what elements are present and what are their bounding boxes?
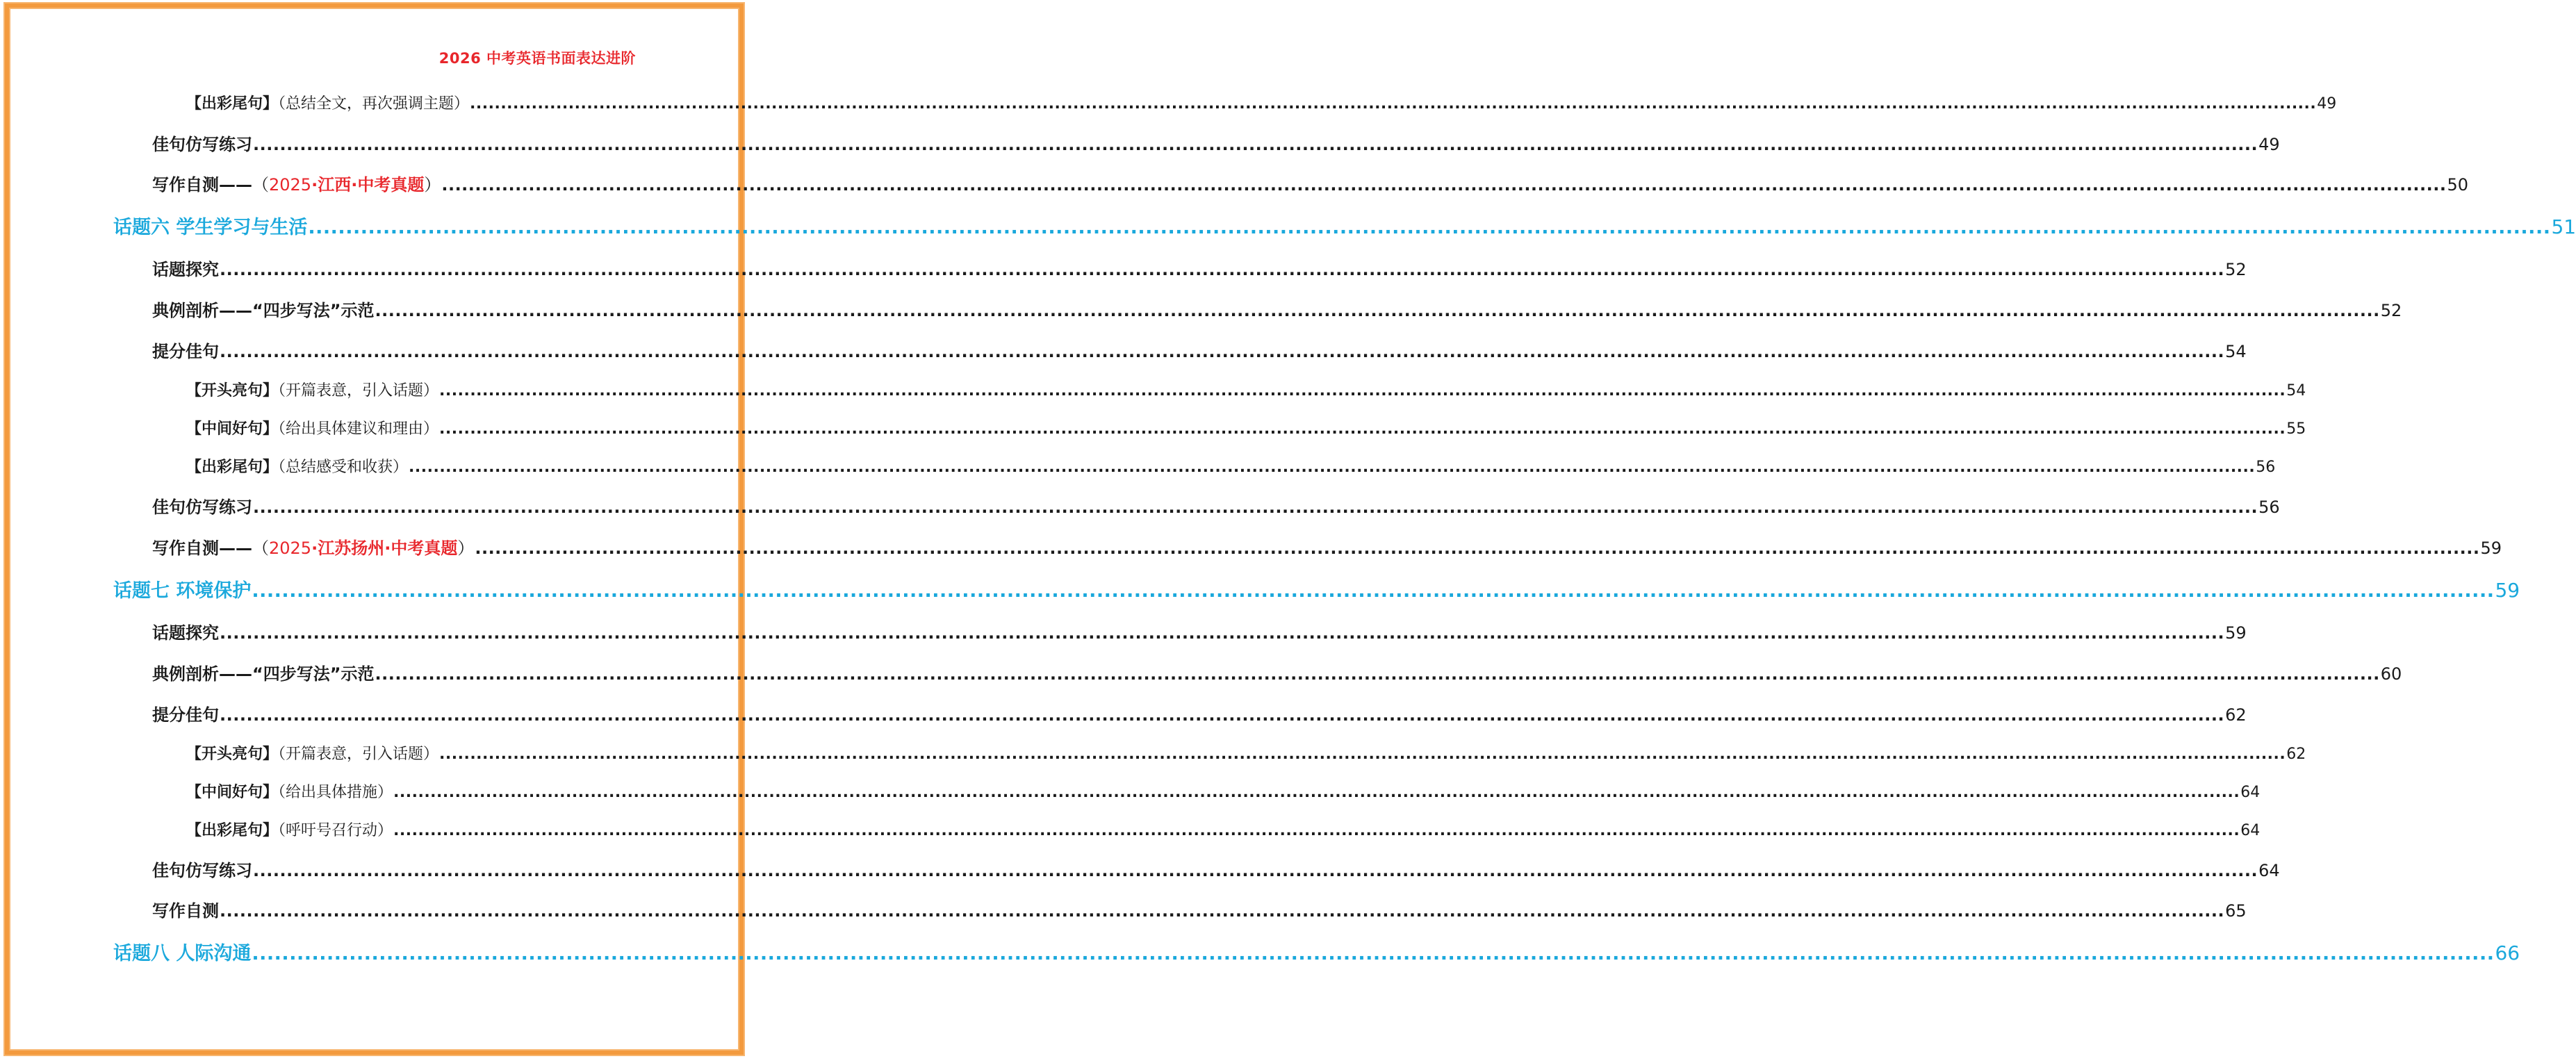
toc-page-number: 62 [2286, 746, 2306, 763]
toc-leader: ............................................................................................................................................................................................................................................................................................................ [470, 95, 2317, 113]
toc-topic-entry[interactable] [113, 575, 2520, 603]
toc-topic-label: 话题八 人际沟通 [113, 943, 252, 964]
toc-entry[interactable] [152, 256, 2247, 281]
toc-entry[interactable] [186, 417, 2306, 441]
toc-entry[interactable] [152, 493, 2280, 518]
toc-label: 写作自测—— [152, 175, 252, 195]
toc-leader: ............................................................................................................................................................................................................................................................................................................ [253, 497, 2258, 517]
page-header: 2026 中考英语书面表达进阶 [438, 50, 636, 67]
toc-leader: ............................................................................................................................................................................................................................................................................................................ [439, 382, 2286, 400]
toc-page-number: 51 [2551, 215, 2576, 238]
exam-region: 江苏扬州 [318, 538, 385, 558]
toc-label: 【中间好句】 [186, 420, 279, 438]
toc-topic-label: 话题七 环境保护 [113, 580, 252, 602]
toc-note: （呼吁号召行动） [278, 822, 393, 839]
toc-entry[interactable] [186, 92, 2337, 115]
paren-close: ） [457, 538, 475, 558]
toc-page-number: 54 [2225, 342, 2247, 361]
toc-leader: ............................................................................................................................................................................................................................................................................................................ [475, 538, 2480, 558]
toc-page-number: 66 [2495, 941, 2520, 964]
exam-type: 中考真题 [357, 175, 425, 195]
toc-page-number: 52 [2225, 260, 2247, 279]
toc-label: 【开头亮句】 [186, 382, 279, 400]
toc-leader: ............................................................................................................................................................................................................................................................................................................ [409, 459, 2256, 476]
toc-note: （给出具体建议和理由） [278, 420, 439, 438]
toc-label: 写作自测 [152, 901, 219, 921]
toc-leader: ............................................................................................................................................................................................................................................................................................................ [308, 217, 2551, 238]
toc-page-number: 60 [2380, 664, 2402, 684]
toc-page-number: 62 [2225, 705, 2247, 725]
toc-label: 【出彩尾句】 [186, 459, 279, 476]
toc-note: （开篇表意，引入话题） [278, 746, 439, 763]
exam-year: 2025 [269, 538, 312, 558]
toc-leader: ............................................................................................................................................................................................................................................................................................................ [253, 861, 2258, 880]
toc-label: 【中间好句】 [186, 784, 279, 801]
toc-label: 佳句仿写练习 [152, 135, 252, 154]
toc-entry[interactable] [152, 131, 2280, 156]
toc-note: （总结感受和收获） [278, 459, 409, 476]
toc-leader: ............................................................................................................................................................................................................................................................................................................ [253, 135, 2258, 154]
paren-close: ） [424, 175, 441, 195]
toc-note: （总结全文，再次强调主题） [278, 95, 470, 113]
toc-label: 典例剖析——“四步写法”示范 [152, 301, 375, 320]
toc-page-number: 59 [2225, 623, 2247, 643]
toc-label: 【开头亮句】 [186, 746, 279, 763]
exam-type: 中考真题 [391, 538, 458, 558]
toc-leader: ............................................................................................................................................................................................................................................................................................................ [252, 580, 2495, 602]
toc-leader: ............................................................................................................................................................................................................................................................................................................ [220, 260, 2225, 279]
toc-label: 话题探究 [152, 623, 219, 643]
toc-leader: ............................................................................................................................................................................................................................................................................................................ [439, 420, 2286, 438]
toc-page-number: 64 [2258, 861, 2280, 880]
toc-page-number: 64 [2240, 822, 2261, 839]
toc-note: （给出具体措施） [278, 784, 393, 801]
toc-page-number: 65 [2225, 901, 2247, 921]
toc-label: 提分佳句 [152, 342, 219, 361]
toc-leader: ............................................................................................................................................................................................................................................................................................................ [393, 822, 2240, 839]
toc-page-number: 50 [2447, 175, 2469, 195]
toc-label: 【出彩尾句】 [186, 822, 279, 839]
toc-page-number: 56 [2258, 497, 2280, 517]
separator-dot: · [384, 538, 391, 558]
toc-entry[interactable] [152, 338, 2247, 363]
toc-page-number: 56 [2256, 459, 2276, 476]
toc-page-number: 55 [2286, 420, 2306, 438]
toc-label: 写作自测—— [152, 538, 252, 558]
toc-topic-entry[interactable] [113, 212, 2576, 240]
toc-page-number: 59 [2480, 538, 2502, 558]
separator-dot: · [311, 175, 318, 195]
toc-note: （开篇表意，引入话题） [278, 382, 439, 400]
toc-leader: ............................................................................................................................................................................................................................................................................................................ [220, 705, 2225, 725]
toc-entry[interactable] [152, 660, 2402, 685]
toc-topic-entry[interactable] [113, 938, 2520, 966]
toc-leader: ............................................................................................................................................................................................................................................................................................................ [441, 175, 2447, 195]
toc-leader: ............................................................................................................................................................................................................................................................................................................ [439, 746, 2286, 763]
separator-dot: · [311, 538, 318, 558]
toc-page-number: 49 [2258, 135, 2280, 154]
toc-topic-label: 话题六 学生学习与生活 [113, 217, 308, 238]
toc-entry[interactable] [186, 742, 2306, 766]
toc-leader: ............................................................................................................................................................................................................................................................................................................ [220, 342, 2225, 361]
toc-entry[interactable] [152, 701, 2247, 726]
toc-entry[interactable] [186, 780, 2261, 804]
toc-page-number: 54 [2286, 382, 2306, 400]
toc-page-number: 59 [2495, 579, 2520, 602]
separator-dot: · [351, 175, 358, 195]
paren-open: （ [252, 538, 269, 558]
toc-label: 佳句仿写练习 [152, 861, 252, 880]
toc-entry[interactable] [186, 455, 2276, 479]
toc-entry[interactable] [152, 857, 2280, 882]
toc-label: 话题探究 [152, 260, 219, 279]
toc-page-number: 52 [2380, 301, 2402, 320]
toc-label: 佳句仿写练习 [152, 497, 252, 517]
toc-page-number: 64 [2240, 784, 2261, 801]
toc-page-number: 49 [2317, 95, 2337, 113]
toc-leader: ............................................................................................................................................................................................................................................................................................................ [220, 623, 2225, 643]
toc-entry[interactable] [186, 819, 2261, 842]
toc-leader: ............................................................................................................................................................................................................................................................................................................ [252, 943, 2495, 964]
toc-entry[interactable] [152, 297, 2402, 322]
toc-entry[interactable] [152, 534, 2502, 559]
toc-leader: ............................................................................................................................................................................................................................................................................................................ [375, 664, 2380, 684]
toc-label: 【出彩尾句】 [186, 95, 279, 113]
toc-leader: ............................................................................................................................................................................................................................................................................................................ [393, 784, 2240, 801]
toc-label: 典例剖析——“四步写法”示范 [152, 664, 375, 684]
paren-open: （ [252, 175, 269, 195]
exam-year: 2025 [269, 175, 312, 195]
toc-entry[interactable] [152, 619, 2247, 644]
exam-region: 江西 [318, 175, 352, 195]
toc-label: 提分佳句 [152, 705, 219, 725]
toc-entry[interactable] [186, 379, 2306, 402]
toc-leader: ............................................................................................................................................................................................................................................................................................................ [375, 301, 2380, 320]
toc-entry[interactable] [152, 171, 2469, 196]
toc-leader: ............................................................................................................................................................................................................................................................................................................ [220, 901, 2225, 921]
toc-entry[interactable] [152, 897, 2247, 922]
